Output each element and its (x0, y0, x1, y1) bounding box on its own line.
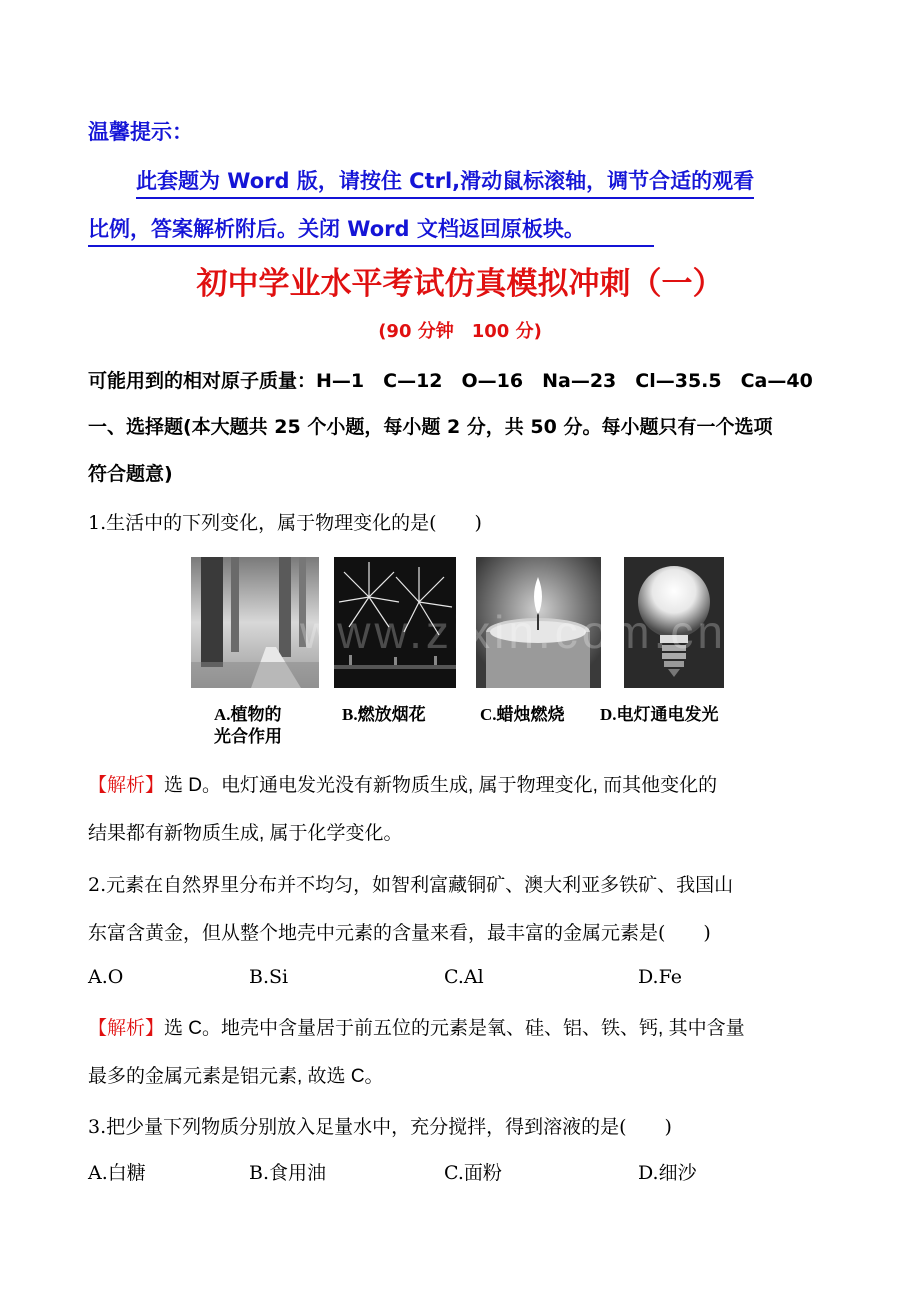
q2-option-a: A.O (88, 966, 124, 988)
q2-analysis-line-2: 最多的金属元素是铝元素, 故选 C。 (88, 1066, 384, 1087)
q1-analysis-text: 选 D。电灯通电发光没有新物质生成, 属于物理变化, 而其他变化的 (164, 775, 718, 796)
q3-option-a: A.白糖 (88, 1162, 146, 1184)
q3-stem: 3.把少量下列物质分别放入足量水中，充分搅拌，得到溶液的是( ) (88, 1116, 672, 1138)
analysis-label: 【解析】 (88, 775, 165, 796)
tip-line-1: 此套题为 Word 版，请按住 Ctrl,滑动鼠标滚轴，调节合适的观看 (136, 165, 754, 199)
q2-analysis-line-1 (88, 1013, 745, 1040)
q2-option-c: C.Al (444, 966, 484, 988)
q1-analysis-line-2: 结果都有新物质生成, 属于化学变化。 (88, 823, 403, 844)
page-title: 初中学业水平考试仿真模拟冲刺（一） (196, 266, 724, 302)
q1-stem: 1.生活中的下列变化，属于物理变化的是( ) (88, 512, 482, 534)
caption-c: C.蜡烛燃烧 (480, 705, 565, 724)
caption-d: D.电灯通电发光 (600, 705, 719, 724)
section-heading-line-2: 符合题意) (88, 463, 173, 485)
tip-heading: 温馨提示： (88, 120, 193, 144)
caption-a-line-2: 光合作用 (214, 727, 282, 746)
q2-stem-line-2: 东富含黄金，但从整个地壳中元素的含量来看，最丰富的金属元素是( ) (88, 922, 711, 944)
q3-option-c: C.面粉 (444, 1162, 502, 1184)
q3-option-d: D.细沙 (638, 1162, 697, 1184)
q1-analysis-line-1 (88, 770, 717, 797)
q3-option-b: B.食用油 (249, 1162, 327, 1184)
q2-option-d: D.Fe (638, 966, 682, 988)
caption-b: B.燃放烟花 (342, 705, 426, 724)
caption-a-line-1: A.植物的 (214, 705, 282, 724)
q2-stem-line-1: 2.元素在自然界里分布并不均匀，如智利富藏铜矿、澳大利亚多铁矿、我国山 (88, 874, 734, 896)
q2-option-b: B.Si (249, 966, 289, 988)
atomic-mass-line: 可能用到的相对原子质量：H—1 C—12 O—16 Na—23 Cl—35.5 Ca—40 (88, 370, 813, 392)
caption-a (214, 704, 282, 748)
page-subtitle: (90 分钟 100 分) (378, 321, 542, 342)
watermark: www.zixin.com.cn (300, 606, 727, 658)
section-heading-line-1: 一、选择题(本大题共 25 个小题，每小题 2 分，共 50 分。每小题只有一个选项 (88, 416, 773, 438)
q2-analysis-text: 选 C。地壳中含量居于前五位的元素是氧、硅、铝、铁、钙, 其中含量 (164, 1018, 745, 1039)
analysis-label: 【解析】 (88, 1018, 165, 1039)
tip-line-2: 比例，答案解析附后。关闭 Word 文档返回原板块。 (88, 213, 654, 247)
